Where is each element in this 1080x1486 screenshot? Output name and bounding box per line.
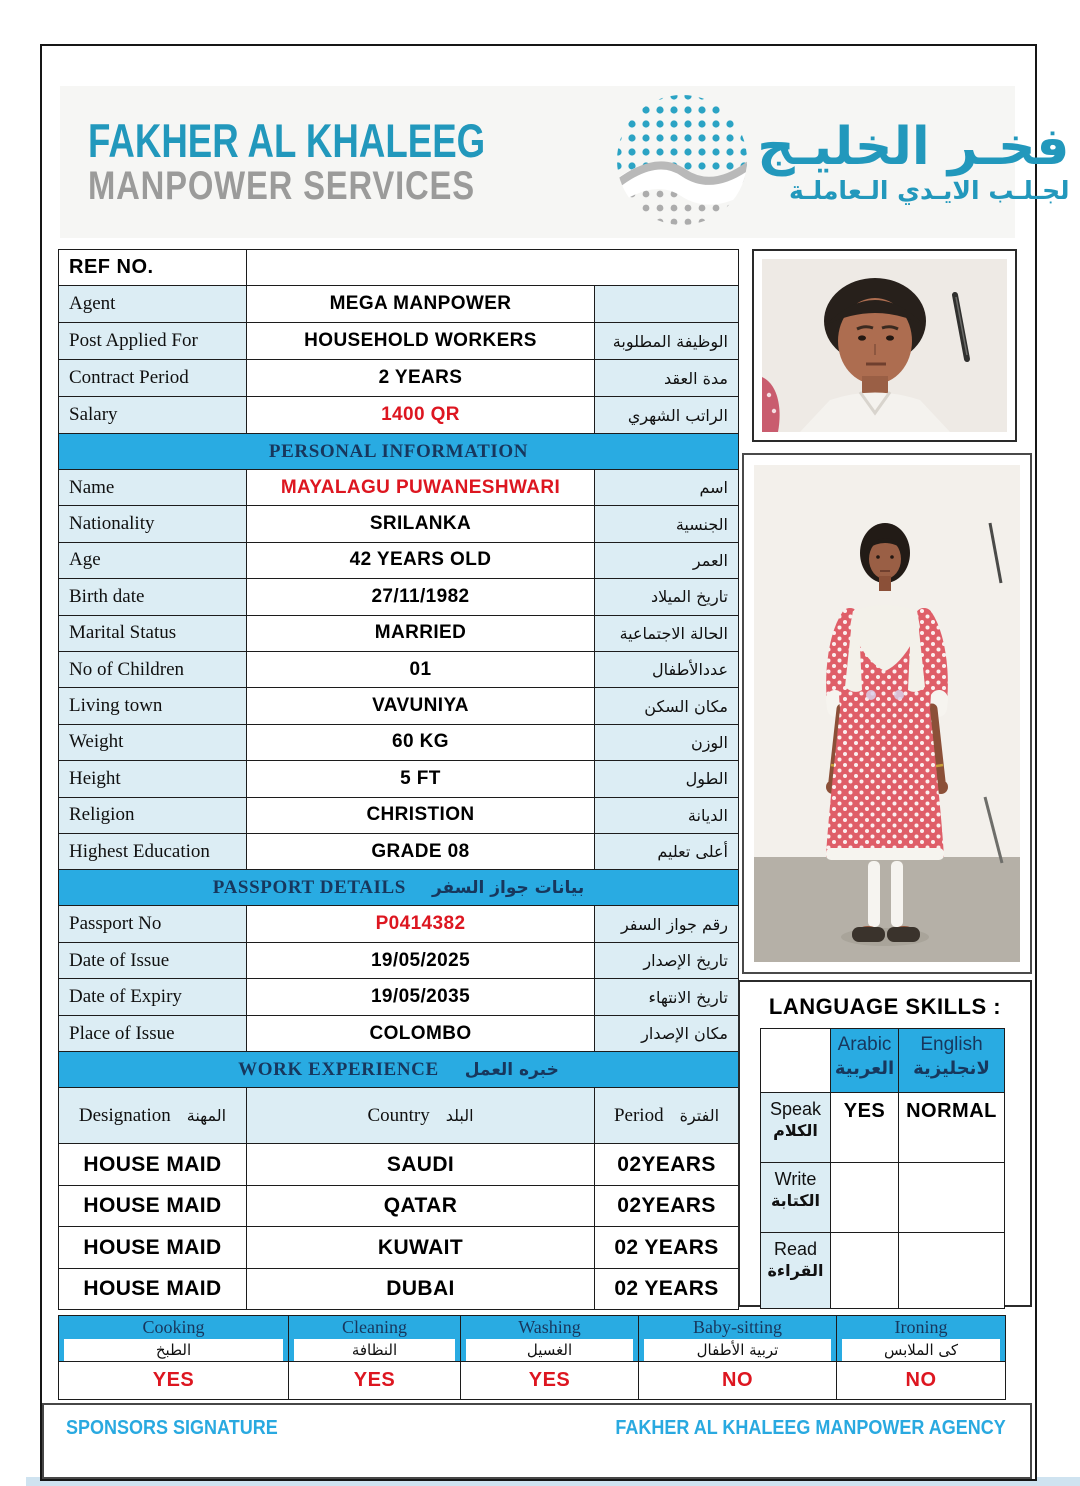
work-column-header bbox=[59, 1088, 247, 1144]
field-label-arabic: تاريخ الانتهاء bbox=[595, 979, 739, 1016]
agency-name-label: FAKHER AL KHALEEG MANPOWER AGENCY bbox=[615, 1417, 1006, 1439]
field-label-arabic: عددالأطفال bbox=[595, 651, 739, 687]
document-frame bbox=[40, 44, 1070, 1481]
field-label-arabic: مكان السكن bbox=[595, 688, 739, 724]
language-skills-table bbox=[760, 1028, 1005, 1309]
field-row bbox=[59, 724, 739, 760]
language-skill-value-arabic: YES bbox=[831, 1093, 899, 1163]
field-row bbox=[59, 1015, 739, 1052]
field-row bbox=[59, 470, 739, 506]
work-column-header-en: Designation bbox=[78, 1104, 171, 1126]
section-title-ar: خبره العمل bbox=[464, 1059, 559, 1080]
language-corner-cell bbox=[761, 1029, 831, 1093]
skill-header bbox=[461, 1316, 639, 1362]
field-row bbox=[59, 506, 739, 542]
skill-name-arabic: النظافة bbox=[294, 1339, 455, 1361]
field-label-arabic bbox=[595, 286, 739, 323]
field-value: GRADE 08 bbox=[247, 833, 595, 869]
field-label: Post Applied For bbox=[59, 323, 247, 360]
language-skill-value-arabic bbox=[831, 1233, 899, 1309]
field-label: Agent bbox=[59, 286, 247, 323]
field-row bbox=[59, 542, 739, 578]
work-column-header-ar: المهنة bbox=[186, 1105, 227, 1125]
section-bar-row bbox=[59, 1052, 739, 1088]
skill-name-arabic: الطبخ bbox=[64, 1339, 283, 1361]
work-experience-row bbox=[59, 1144, 739, 1186]
field-label: Birth date bbox=[59, 579, 247, 615]
field-row bbox=[59, 761, 739, 797]
field-row bbox=[59, 286, 739, 323]
language-skill-value-english bbox=[899, 1163, 1005, 1233]
section-title-en: PASSPORT DETAILS bbox=[212, 876, 406, 898]
skill-header bbox=[289, 1316, 461, 1362]
field-label: No of Children bbox=[59, 651, 247, 687]
brand-arabic-line-1: فخـر الخليـج bbox=[757, 116, 1070, 177]
language-skill-row bbox=[761, 1163, 1005, 1233]
skill-header bbox=[837, 1316, 1006, 1362]
field-row bbox=[59, 833, 739, 869]
work-cell: KUWAIT bbox=[247, 1227, 595, 1269]
field-value: MAYALAGU PUWANESHWARI bbox=[247, 470, 595, 506]
brand-line-2: MANPOWER SERVICES bbox=[88, 163, 475, 208]
agency-logo-header bbox=[60, 86, 1070, 238]
field-row bbox=[59, 797, 739, 833]
field-label: Height bbox=[59, 761, 247, 797]
field-label: Place of Issue bbox=[59, 1015, 247, 1052]
work-cell: 02 YEARS bbox=[595, 1227, 739, 1269]
section-title bbox=[59, 870, 739, 906]
skills-value-row bbox=[59, 1362, 1006, 1400]
field-label: Religion bbox=[59, 797, 247, 833]
field-row bbox=[59, 360, 739, 397]
signature-footer bbox=[42, 1403, 1032, 1479]
work-cell: QATAR bbox=[247, 1185, 595, 1227]
field-value: 2 YEARS bbox=[247, 360, 595, 397]
work-header-row bbox=[59, 1088, 739, 1144]
field-label: Contract Period bbox=[59, 360, 247, 397]
field-value: 42 YEARS OLD bbox=[247, 542, 595, 578]
field-label-arabic: الراتب الشهري bbox=[595, 397, 739, 434]
skill-name-arabic: كى الملابس bbox=[842, 1339, 1000, 1361]
section-bar-row bbox=[59, 870, 739, 906]
field-value: SRILANKA bbox=[247, 506, 595, 542]
work-column-header-ar: الفترة bbox=[679, 1105, 720, 1125]
work-experience-row bbox=[59, 1227, 739, 1269]
skill-name-en: Baby-sitting bbox=[693, 1317, 782, 1337]
skill-value: NO bbox=[837, 1362, 1006, 1400]
language-skills-panel bbox=[738, 980, 1032, 1307]
field-row bbox=[59, 323, 739, 360]
language-skill-label-en: Read bbox=[773, 1239, 818, 1259]
section-title-en: WORK EXPERIENCE bbox=[238, 1058, 439, 1080]
language-skill-value-english: NORMAL bbox=[899, 1093, 1005, 1163]
field-label-arabic: الديانة bbox=[595, 797, 739, 833]
field-label-arabic: الوزن bbox=[595, 724, 739, 760]
language-column-ar: العربية bbox=[834, 1058, 895, 1079]
language-column-en: English bbox=[920, 1034, 983, 1055]
work-column-header-ar: البلد bbox=[445, 1105, 474, 1125]
skill-name-en: Cooking bbox=[142, 1317, 205, 1337]
skill-name-arabic: الغسيل bbox=[466, 1339, 633, 1361]
field-value: HOUSEHOLD WORKERS bbox=[247, 323, 595, 360]
field-label-arabic: الجنسية bbox=[595, 506, 739, 542]
field-row bbox=[59, 942, 739, 979]
language-skill-label-ar: القراءة bbox=[767, 1261, 824, 1280]
field-row bbox=[59, 979, 739, 1016]
field-value: MEGA MANPOWER bbox=[247, 286, 595, 323]
field-row bbox=[59, 397, 739, 434]
work-column-header bbox=[595, 1088, 739, 1144]
field-value: P0414382 bbox=[247, 906, 595, 943]
work-cell: HOUSE MAID bbox=[59, 1227, 247, 1269]
language-skill-label bbox=[761, 1163, 831, 1233]
language-column-ar: لانجليزية bbox=[913, 1058, 990, 1079]
sponsors-signature-label: SPONSORS SIGNATURE bbox=[66, 1417, 278, 1439]
field-value: COLOMBO bbox=[247, 1015, 595, 1052]
language-skill-label-ar: الكتابة bbox=[770, 1191, 821, 1210]
brand-name-english bbox=[88, 113, 597, 208]
work-experience-row bbox=[59, 1268, 739, 1310]
skill-value: YES bbox=[461, 1362, 639, 1400]
field-label-arabic: تاريخ الميلاد bbox=[595, 579, 739, 615]
field-label: Age bbox=[59, 542, 247, 578]
field-value: 19/05/2025 bbox=[247, 942, 595, 979]
work-cell: 02YEARS bbox=[595, 1144, 739, 1186]
language-skill-value-arabic bbox=[831, 1163, 899, 1233]
skill-name-en: Washing bbox=[518, 1317, 581, 1337]
field-label-arabic: مدة العقد bbox=[595, 360, 739, 397]
skill-name-en: Ironing bbox=[894, 1317, 948, 1337]
language-skill-row bbox=[761, 1233, 1005, 1309]
section-title bbox=[59, 1052, 739, 1088]
language-skill-label bbox=[761, 1233, 831, 1309]
logo-globe-icon bbox=[611, 89, 753, 236]
skills-header-row bbox=[59, 1316, 1006, 1362]
field-value: 5 FT bbox=[247, 761, 595, 797]
language-skill-label-en: Write bbox=[774, 1169, 817, 1189]
field-value: MARRIED bbox=[247, 615, 595, 651]
candidate-portrait-photo bbox=[752, 249, 1017, 442]
skill-name-arabic: تربية الأطفال bbox=[644, 1339, 831, 1361]
field-label: Weight bbox=[59, 724, 247, 760]
field-row bbox=[59, 579, 739, 615]
work-cell: HOUSE MAID bbox=[59, 1268, 247, 1310]
work-column-header-en: Period bbox=[613, 1104, 664, 1126]
work-cell: 02 YEARS bbox=[595, 1268, 739, 1310]
field-label: Date of Issue bbox=[59, 942, 247, 979]
field-label-arabic: أعلى تعليم bbox=[595, 833, 739, 869]
field-value: VAVUNIYA bbox=[247, 688, 595, 724]
language-skill-value-english bbox=[899, 1233, 1005, 1309]
field-label-arabic: رقم جواز السفر bbox=[595, 906, 739, 943]
brand-arabic-line-2: لجـلـب الايـدي الـعاملـة bbox=[789, 176, 1070, 206]
field-value: 1400 QR bbox=[247, 397, 595, 434]
skill-name-en: Cleaning bbox=[342, 1317, 407, 1337]
field-value: CHRISTION bbox=[247, 797, 595, 833]
field-label: Highest Education bbox=[59, 833, 247, 869]
ref-no-value bbox=[247, 250, 739, 286]
work-cell: HOUSE MAID bbox=[59, 1185, 247, 1227]
candidate-full-body-photo bbox=[742, 453, 1032, 974]
household-skills-table bbox=[58, 1315, 1006, 1400]
field-label: Marital Status bbox=[59, 615, 247, 651]
language-skill-label bbox=[761, 1093, 831, 1163]
section-bar-row bbox=[59, 434, 739, 470]
field-label-arabic: مكان الإصدار bbox=[595, 1015, 739, 1052]
skill-value: NO bbox=[639, 1362, 837, 1400]
field-label-arabic: الحالة الاجتماعية bbox=[595, 615, 739, 651]
skill-value: YES bbox=[59, 1362, 289, 1400]
brand-line-1: FAKHER AL KHALEEG bbox=[88, 113, 486, 167]
field-label: Passport No bbox=[59, 906, 247, 943]
work-experience-row bbox=[59, 1185, 739, 1227]
field-row bbox=[59, 688, 739, 724]
language-skill-label-en: Speak bbox=[769, 1099, 822, 1119]
field-label: Living town bbox=[59, 688, 247, 724]
work-cell: 02YEARS bbox=[595, 1185, 739, 1227]
field-row bbox=[59, 906, 739, 943]
work-cell: DUBAI bbox=[247, 1268, 595, 1310]
work-column-header-en: Country bbox=[367, 1104, 430, 1126]
work-cell: SAUDI bbox=[247, 1144, 595, 1186]
ref-no-label: REF NO. bbox=[59, 250, 247, 286]
field-label-arabic: الطول bbox=[595, 761, 739, 797]
language-skills-title: LANGUAGE SKILLS : bbox=[768, 994, 1002, 1019]
language-column-header bbox=[831, 1029, 899, 1093]
field-label: Name bbox=[59, 470, 247, 506]
field-value: 01 bbox=[247, 651, 595, 687]
ref-no-row bbox=[59, 250, 739, 286]
field-label-arabic: اسم bbox=[595, 470, 739, 506]
skill-header bbox=[639, 1316, 837, 1362]
field-label-arabic: تاريخ الإصدار bbox=[595, 942, 739, 979]
field-label: Date of Expiry bbox=[59, 979, 247, 1016]
field-value: 19/05/2035 bbox=[247, 979, 595, 1016]
field-row bbox=[59, 615, 739, 651]
applicant-info-table bbox=[58, 249, 739, 1310]
field-row bbox=[59, 651, 739, 687]
language-column-en: Arabic bbox=[837, 1034, 892, 1055]
work-column-header bbox=[247, 1088, 595, 1144]
language-skill-label-ar: الكلام bbox=[773, 1121, 818, 1140]
language-skill-row bbox=[761, 1093, 1005, 1163]
field-label-arabic: العمر bbox=[595, 542, 739, 578]
section-title-ar: بيانات جواز السفر bbox=[431, 877, 585, 898]
work-cell: HOUSE MAID bbox=[59, 1144, 247, 1186]
language-header-row bbox=[761, 1029, 1005, 1093]
field-label-arabic: الوظيفة المطلوبة bbox=[595, 323, 739, 360]
field-value: 27/11/1982 bbox=[247, 579, 595, 615]
brand-name-arabic bbox=[757, 116, 1079, 206]
skill-header bbox=[59, 1316, 289, 1362]
section-title-en: PERSONAL INFORMATION bbox=[268, 440, 529, 462]
field-value: 60 KG bbox=[247, 724, 595, 760]
field-label: Nationality bbox=[59, 506, 247, 542]
skill-value: YES bbox=[289, 1362, 461, 1400]
section-title bbox=[59, 434, 739, 470]
field-label: Salary bbox=[59, 397, 247, 434]
language-column-header bbox=[899, 1029, 1005, 1093]
